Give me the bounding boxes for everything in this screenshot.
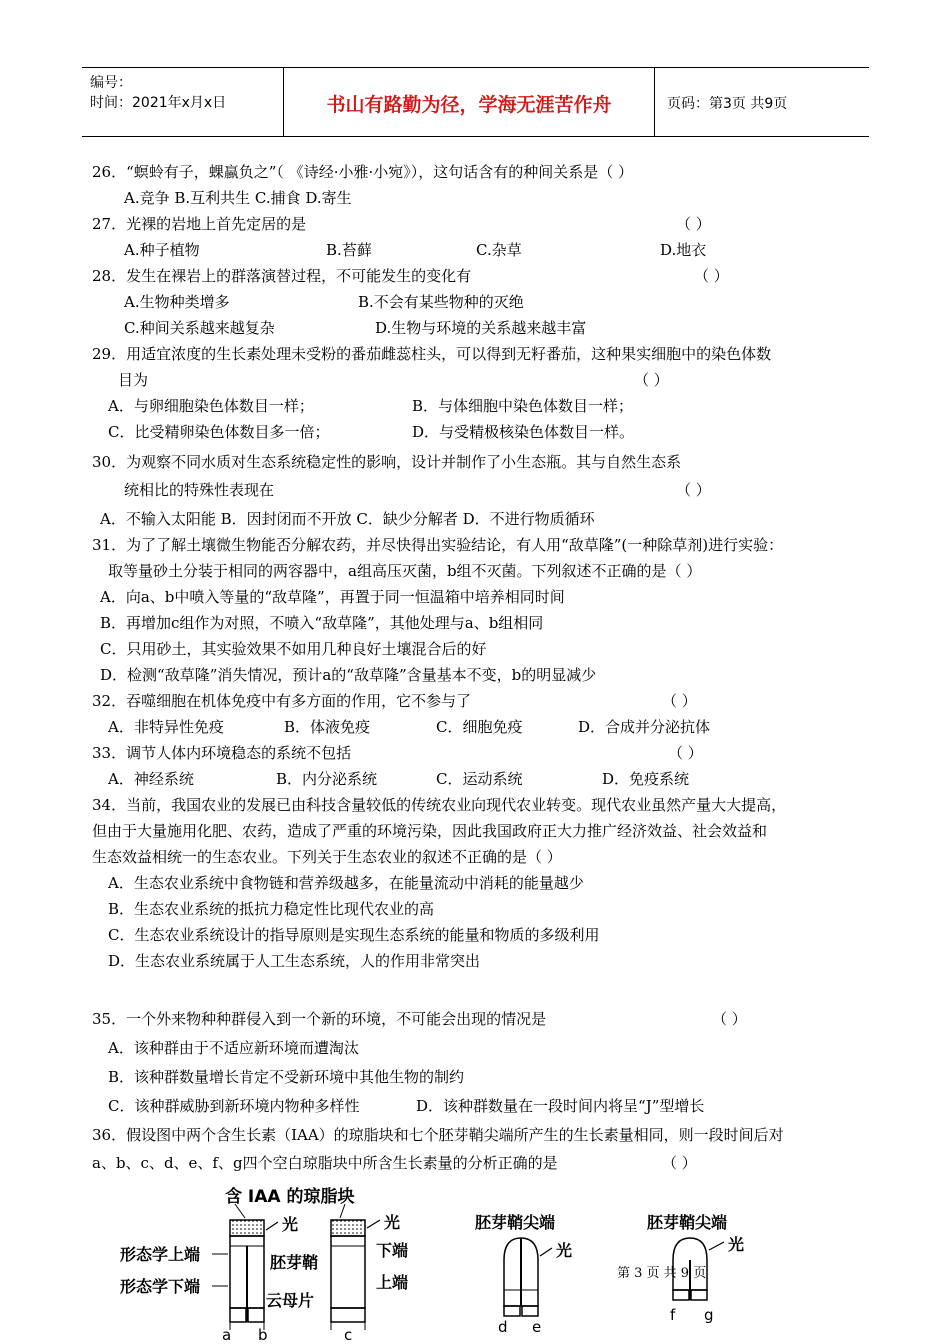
- light-arrow: [709, 1242, 724, 1250]
- question-31-cont: 取等量砂土分装于相同的两容器中，a组高压灭菌，b组不灭菌。下列叙述不正确的是（ ）: [108, 562, 702, 580]
- q35-option-c: C．该种群威胁到新环境内物种多样性: [108, 1097, 360, 1115]
- question-26: 26．“螟蛉有子，蜾蠃负之”（ 《诗经·小雅·小宛》），这句话含有的种间关系是（ ）: [92, 163, 633, 181]
- light-arrow: [540, 1248, 552, 1256]
- page-info: 页码：第3页 共9页: [667, 96, 788, 112]
- q35-answer-blank: （ ）: [712, 1010, 747, 1028]
- q27-option-d: D.地衣: [660, 241, 707, 259]
- q33-option-d: D．免疫系统: [602, 770, 690, 788]
- code-label: 编号：: [90, 75, 132, 91]
- iaa-agar-block: [331, 1220, 365, 1236]
- question-30: 30．为观察不同水质对生态系统稳定性的影响，设计并制作了小生态瓶。其与自然生态系: [92, 453, 682, 471]
- q28-option-a: A.生物种类增多: [124, 293, 230, 311]
- q33-option-a: A．神经系统: [108, 770, 194, 788]
- question-33: 33．调节人体内环境稳态的系统不包括: [92, 744, 352, 762]
- page-footer: 第 3 页 共 9 页: [617, 1266, 707, 1281]
- question-27: 27．光裸的岩地上首先定居的是: [92, 215, 307, 233]
- coleoptile-section: [331, 1236, 365, 1308]
- question-36: 36．假设图中两个含生长素（IAA）的琼脂块和七个胚芽鞘尖端所产生的生长素量相同，则一段时间后对: [92, 1126, 784, 1144]
- question-34-cont-2: 生态效益相统一的生态农业。下列关于生态农业的叙述不正确的是（ ）: [92, 848, 562, 866]
- coleoptile-experiment-figure: [100, 1180, 880, 1344]
- q28-option-c: C.种间关系越来越复杂: [124, 319, 275, 337]
- q32-option-d: D．合成并分泌抗体: [578, 718, 711, 736]
- q34-option-b: B．生态农业系统的抵抗力稳定性比现代农业的高: [108, 900, 435, 918]
- q35-option-a: A．该种群由于不适应新环境而遭淘汰: [108, 1039, 359, 1057]
- agar-block-e: [522, 1306, 538, 1316]
- header-middle-cell: [284, 68, 655, 136]
- q27-option-c: C.杂草: [476, 241, 522, 259]
- q33-option-c: C．运动系统: [436, 770, 523, 788]
- q32-answer-blank: （ ）: [662, 692, 697, 710]
- q35-option-b: B．该种群数量增长肯定不受新环境中其他生物的制约: [108, 1068, 465, 1086]
- question-31: 31．为了了解土壤微生物能否分解农药，并尽快得出实验结论，有人用“敌草隆”(一种除草剂)进行实验：: [92, 536, 784, 554]
- time-label: 时间：2021年x月x日: [90, 95, 227, 111]
- light-arrow: [367, 1220, 380, 1228]
- question-34: 34．当前，我国农业的发展已由科技含量较低的传统农业向现代农业转变。现代农业虽然产量大大提高，: [92, 796, 787, 814]
- q34-option-d: D．生态农业系统属于人工生态系统，人的作用非常突出: [108, 952, 481, 970]
- question-32: 32．吞噬细胞在机体免疫中有多方面的作用，它不参与了: [92, 692, 472, 710]
- header-left-cell: [82, 68, 284, 136]
- agar-block-d: [504, 1306, 520, 1316]
- q33-option-b: B．内分泌系统: [276, 770, 378, 788]
- label-b: b: [258, 1326, 268, 1344]
- q29-answer-blank: （ ）: [634, 371, 669, 389]
- agar-block-c: [331, 1308, 365, 1322]
- q27-option-b: B.苔藓: [326, 241, 372, 259]
- q27-answer-blank: （ ）: [676, 215, 711, 233]
- iaa-agar-block: [230, 1220, 264, 1236]
- question-36-cont: a、b、c、d、e、f、g四个空白琼脂块中所含生长素量的分析正确的是: [92, 1154, 558, 1172]
- q31-option-a: A．向a、b中喷入等量的“敌草隆”，再置于同一恒温箱中培养相同时间: [100, 588, 565, 606]
- q35-option-d: D．该种群数量在一段时间内将呈“J”型增长: [416, 1097, 705, 1115]
- q34-option-c: C．生态农业系统设计的指导原则是实现生态系统的能量和物质的多级利用: [108, 926, 600, 944]
- q30-answer-blank: （ ）: [676, 481, 711, 499]
- question-28: 28．发生在裸岩上的群落演替过程，不可能发生的变化有: [92, 267, 472, 285]
- agar-block-f: [673, 1290, 689, 1300]
- light-label-1: 光: [282, 1215, 299, 1234]
- morph-upper-label: 形态学上端: [120, 1245, 201, 1264]
- q29-option-c: C．比受精卵染色体数目多一倍；: [108, 423, 330, 441]
- label-d: d: [498, 1318, 508, 1336]
- q28-answer-blank: （ ）: [694, 267, 729, 285]
- q29-option-b: B．与体细胞中染色体数目一样；: [412, 397, 634, 415]
- q29-option-d: D．与受精极核染色体数目一样。: [412, 423, 635, 441]
- q27-option-a: A.种子植物: [124, 241, 200, 259]
- label-e: e: [532, 1318, 542, 1336]
- q28-option-b: B.不会有某些物种的灭绝: [358, 293, 524, 311]
- q31-option-d: D．检测“敌草隆”消失情况，预计a的“敌草隆”含量基本不变，b的明显减少: [100, 666, 597, 684]
- question-34-cont-1: 但由于大量施用化肥、农药，造成了严重的环境污染，因此我国政府正大力推广经济效益、社会效益和: [92, 822, 768, 840]
- light-label-3: 光: [556, 1241, 573, 1260]
- setup-ab: [120, 1215, 318, 1344]
- q26-options: A.竞争 B.互利共生 C.捕食 D.寄生: [124, 189, 352, 207]
- upper-end-label: 上端: [376, 1273, 409, 1292]
- tip-label-1: 胚芽鞘尖端: [475, 1213, 556, 1232]
- q30-options: A．不输入太阳能 B．因封闭而不开放 C．缺少分解者 D．不进行物质循环: [100, 510, 595, 528]
- iaa-block-label: 含 IAA 的琼脂块: [225, 1187, 355, 1207]
- question-30-cont: 统相比的特殊性表现在: [124, 481, 275, 499]
- label-f: f: [670, 1306, 676, 1324]
- agar-block-a: [230, 1308, 246, 1322]
- document-header: [82, 67, 869, 137]
- setup-de: [475, 1213, 572, 1336]
- q31-option-b: B．再增加c组作为对照，不喷入“敌草隆”，其他处理与a、b组相同: [100, 614, 544, 632]
- light-label-4: 光: [728, 1235, 745, 1254]
- q31-option-c: C．只用砂土，其实验效果不如用几种良好土壤混合后的好: [100, 640, 487, 658]
- mica-label: 云母片: [266, 1291, 315, 1310]
- question-35: 35．一个外来物种种群侵入到一个新的环境，不可能会出现的情况是: [92, 1010, 547, 1028]
- q34-option-a: A．生态农业系统中食物链和营养级越多，在能量流动中消耗的能量越少: [108, 874, 584, 892]
- motto: 书山有路勤为径，学海无涯苦作舟: [326, 94, 612, 116]
- q28-option-d: D.生物与环境的关系越来越丰富: [375, 319, 587, 337]
- label-g: g: [704, 1306, 714, 1324]
- tip-label-2: 胚芽鞘尖端: [647, 1213, 728, 1232]
- agar-block-g: [691, 1290, 707, 1300]
- light-label-2: 光: [384, 1213, 401, 1232]
- agar-block-b: [248, 1308, 264, 1322]
- q32-option-c: C．细胞免疫: [436, 718, 523, 736]
- label-c: c: [344, 1326, 353, 1344]
- light-arrow: [266, 1222, 278, 1230]
- question-29-cont: 目为: [118, 371, 149, 389]
- q32-option-b: B．体液免疫: [284, 718, 371, 736]
- setup-c: [331, 1213, 408, 1344]
- q32-option-a: A．非特异性免疫: [108, 718, 224, 736]
- header-right-cell: [655, 68, 869, 136]
- q36-answer-blank: （ ）: [662, 1154, 697, 1172]
- coleoptile-label: 胚芽鞘: [270, 1253, 319, 1272]
- q33-answer-blank: （ ）: [668, 744, 703, 762]
- lower-end-label: 下端: [376, 1241, 409, 1260]
- morph-lower-label: 形态学下端: [120, 1277, 201, 1296]
- q29-option-a: A．与卵细胞染色体数目一样；: [108, 397, 314, 415]
- label-a: a: [222, 1326, 232, 1344]
- question-29: 29．用适宜浓度的生长素处理未受粉的番茄雌蕊柱头，可以得到无籽番茄，这种果实细胞中的染色体数: [92, 345, 772, 363]
